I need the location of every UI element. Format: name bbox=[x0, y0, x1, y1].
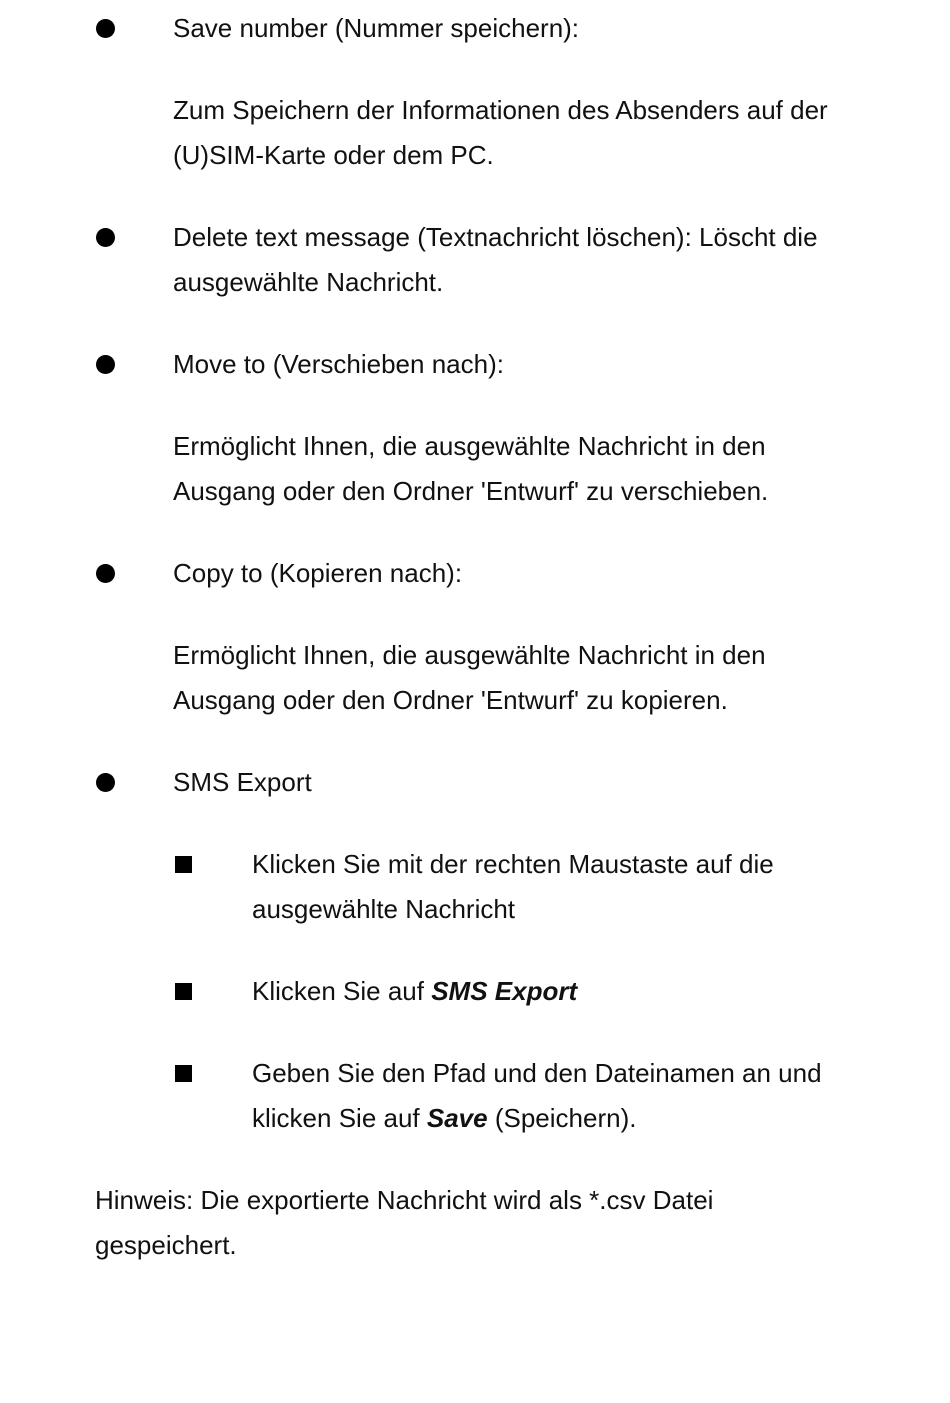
item-title-copy-to: Copy to (Kopieren nach): bbox=[173, 558, 463, 588]
button-term-save: Save bbox=[426, 1103, 488, 1133]
substep-text: Klicken Sie auf bbox=[252, 976, 432, 1006]
item-title-delete-message: Delete text message (Textnachricht löschen): Löscht die bbox=[173, 222, 818, 252]
bullet-square-icon bbox=[175, 1065, 192, 1082]
item-title-sms-export: SMS Export bbox=[173, 767, 312, 797]
bullet-dot-icon bbox=[96, 355, 115, 374]
menu-term-sms-export: SMS Export bbox=[431, 976, 578, 1006]
item-desc-save-number-line-1: Zum Speichern der Informationen des Absenders auf der bbox=[173, 95, 828, 125]
item-desc-move-to-line-1: Ermöglicht Ihnen, die ausgewählte Nachricht in den bbox=[173, 431, 766, 461]
bullet-dot-icon bbox=[96, 564, 115, 583]
item-desc-save-number-line-2: (U)SIM-Karte oder dem PC. bbox=[173, 140, 494, 170]
substep-save-path-line-1: Geben Sie den Pfad und den Dateinamen an und bbox=[252, 1058, 822, 1088]
substep-save-path-line-2 bbox=[252, 1096, 636, 1141]
item-title-delete-message-cont: ausgewählte Nachricht. bbox=[173, 267, 444, 297]
note-line-1: Hinweis: Die exportierte Nachricht wird als *.csv Datei bbox=[95, 1185, 714, 1215]
bullet-square-icon bbox=[175, 856, 192, 873]
substep-click-sms-export bbox=[252, 969, 577, 1014]
item-desc-move-to-line-2: Ausgang oder den Ordner 'Entwurf' zu verschieben. bbox=[173, 476, 769, 506]
bullet-dot-icon bbox=[96, 19, 115, 38]
item-desc-copy-to-line-1: Ermöglicht Ihnen, die ausgewählte Nachricht in den bbox=[173, 640, 766, 670]
note-line-2: gespeichert. bbox=[95, 1230, 237, 1260]
substep-right-click-line-2: ausgewählte Nachricht bbox=[252, 894, 516, 924]
substep-right-click-line-1: Klicken Sie mit der rechten Maustaste auf die bbox=[252, 849, 774, 879]
substep-text: klicken Sie auf bbox=[252, 1103, 427, 1133]
bullet-dot-icon bbox=[96, 773, 115, 792]
item-title-move-to: Move to (Verschieben nach): bbox=[173, 349, 504, 379]
bullet-square-icon bbox=[175, 983, 192, 1000]
substep-text: (Speichern). bbox=[487, 1103, 637, 1133]
item-title-save-number: Save number (Nummer speichern): bbox=[173, 13, 580, 43]
item-desc-copy-to-line-2: Ausgang oder den Ordner 'Entwurf' zu kopieren. bbox=[173, 685, 728, 715]
bullet-dot-icon bbox=[96, 228, 115, 247]
